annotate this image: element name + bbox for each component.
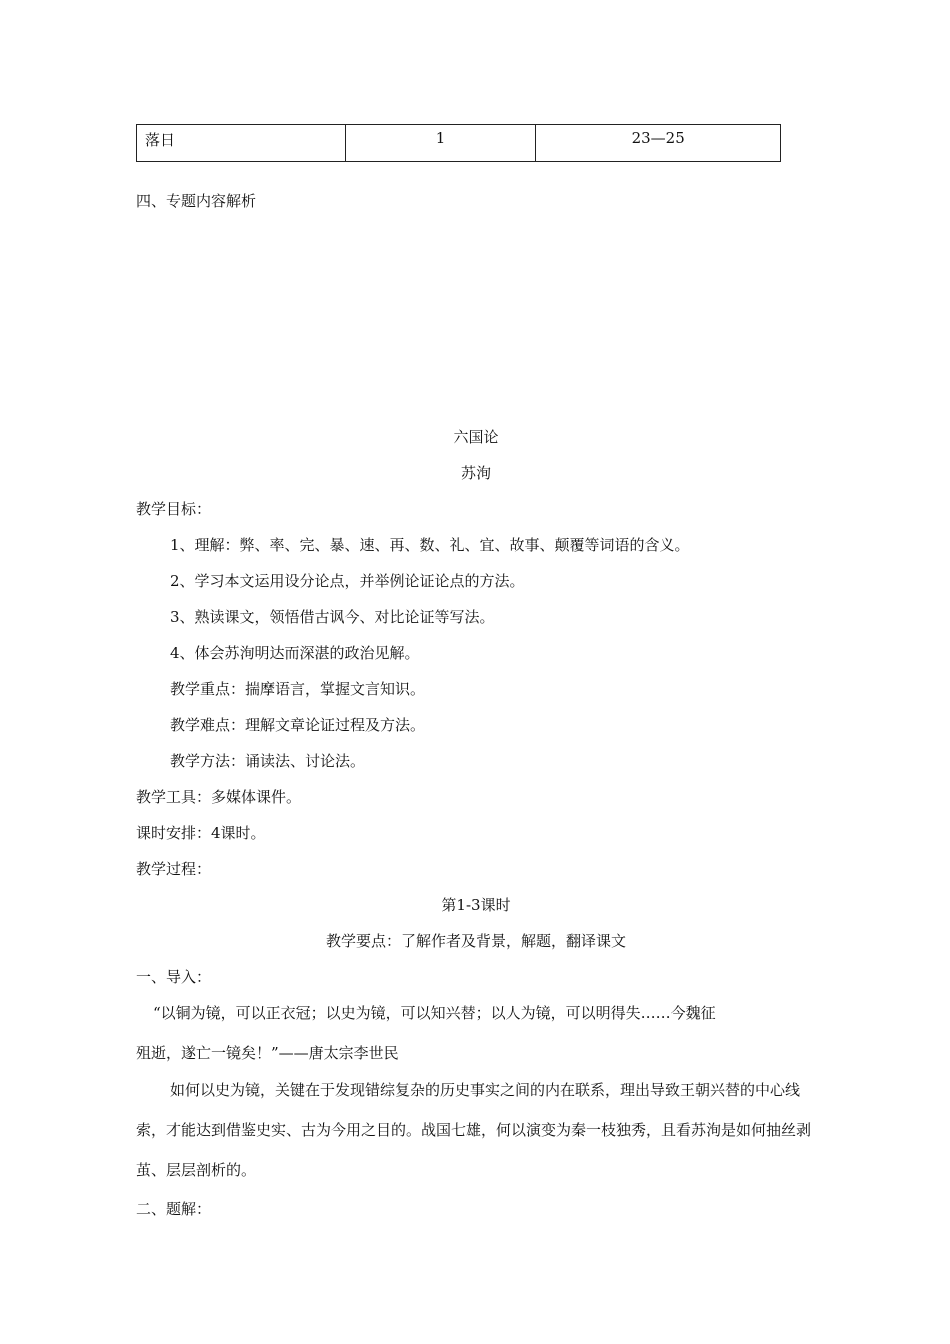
- lesson-points: 教学要点：了解作者及背景，解题，翻译课文: [325, 932, 626, 950]
- difficulty-point: 教学难点：理解文章论证过程及方法。: [170, 716, 426, 734]
- document-author: 苏洵: [460, 464, 491, 482]
- section-four-heading: 四、专题内容解析: [136, 192, 257, 210]
- objectives-label: 教学目标：: [136, 500, 212, 518]
- quote-line-2: 殂逝，遂亡一镜矣！”——唐太宗李世民: [136, 1044, 399, 1062]
- objective-item: 3、熟读课文，领悟借古讽今、对比论证等写法。: [170, 608, 495, 626]
- document-title: 六国论: [453, 428, 499, 446]
- table-cell-pages: 23—25: [536, 125, 781, 162]
- lesson-schedule-table: [136, 124, 781, 162]
- table-cell-lesson-name: 落日: [137, 125, 346, 162]
- objective-item: 2、学习本文运用设分论点，并举例论证论点的方法。: [170, 572, 525, 590]
- title-explain-label: 二、题解：: [136, 1200, 212, 1218]
- process-label: 教学过程：: [136, 860, 212, 878]
- intro-paragraph: 如何以史为镜，关键在于发现错综复杂的历史事实之间的内在联系，理出导致王朝兴替的中心线索，才能达到借鉴史实、古为今用之目的。战国七雄，何以演变为秦一枝独秀，且看苏洵是如何抽丝剥茧、层层剖析的。: [136, 1081, 812, 1179]
- objective-item: 1、理解：弊、率、完、暴、速、再、数、礼、宜、故事、颠覆等词语的含义。: [170, 536, 690, 554]
- table-cell-hours: 1: [345, 125, 536, 162]
- class-schedule: 课时安排：4课时。: [136, 824, 266, 842]
- teaching-tools: 教学工具：多媒体课件。: [136, 788, 302, 806]
- quote-line-1: “以铜为镜，可以正衣冠；以史为镜，可以知兴替；以人为镜，可以明得失……今魏征: [153, 1004, 716, 1022]
- lesson-heading: 第1-3课时: [441, 896, 511, 914]
- key-point: 教学重点：揣摩语言，掌握文言知识。: [170, 680, 426, 698]
- intro-label: 一、导入：: [136, 968, 212, 986]
- table-row: [137, 125, 781, 162]
- teaching-method: 教学方法：诵读法、讨论法。: [170, 752, 366, 770]
- objective-item: 4、体会苏洵明达而深湛的政治见解。: [170, 644, 420, 662]
